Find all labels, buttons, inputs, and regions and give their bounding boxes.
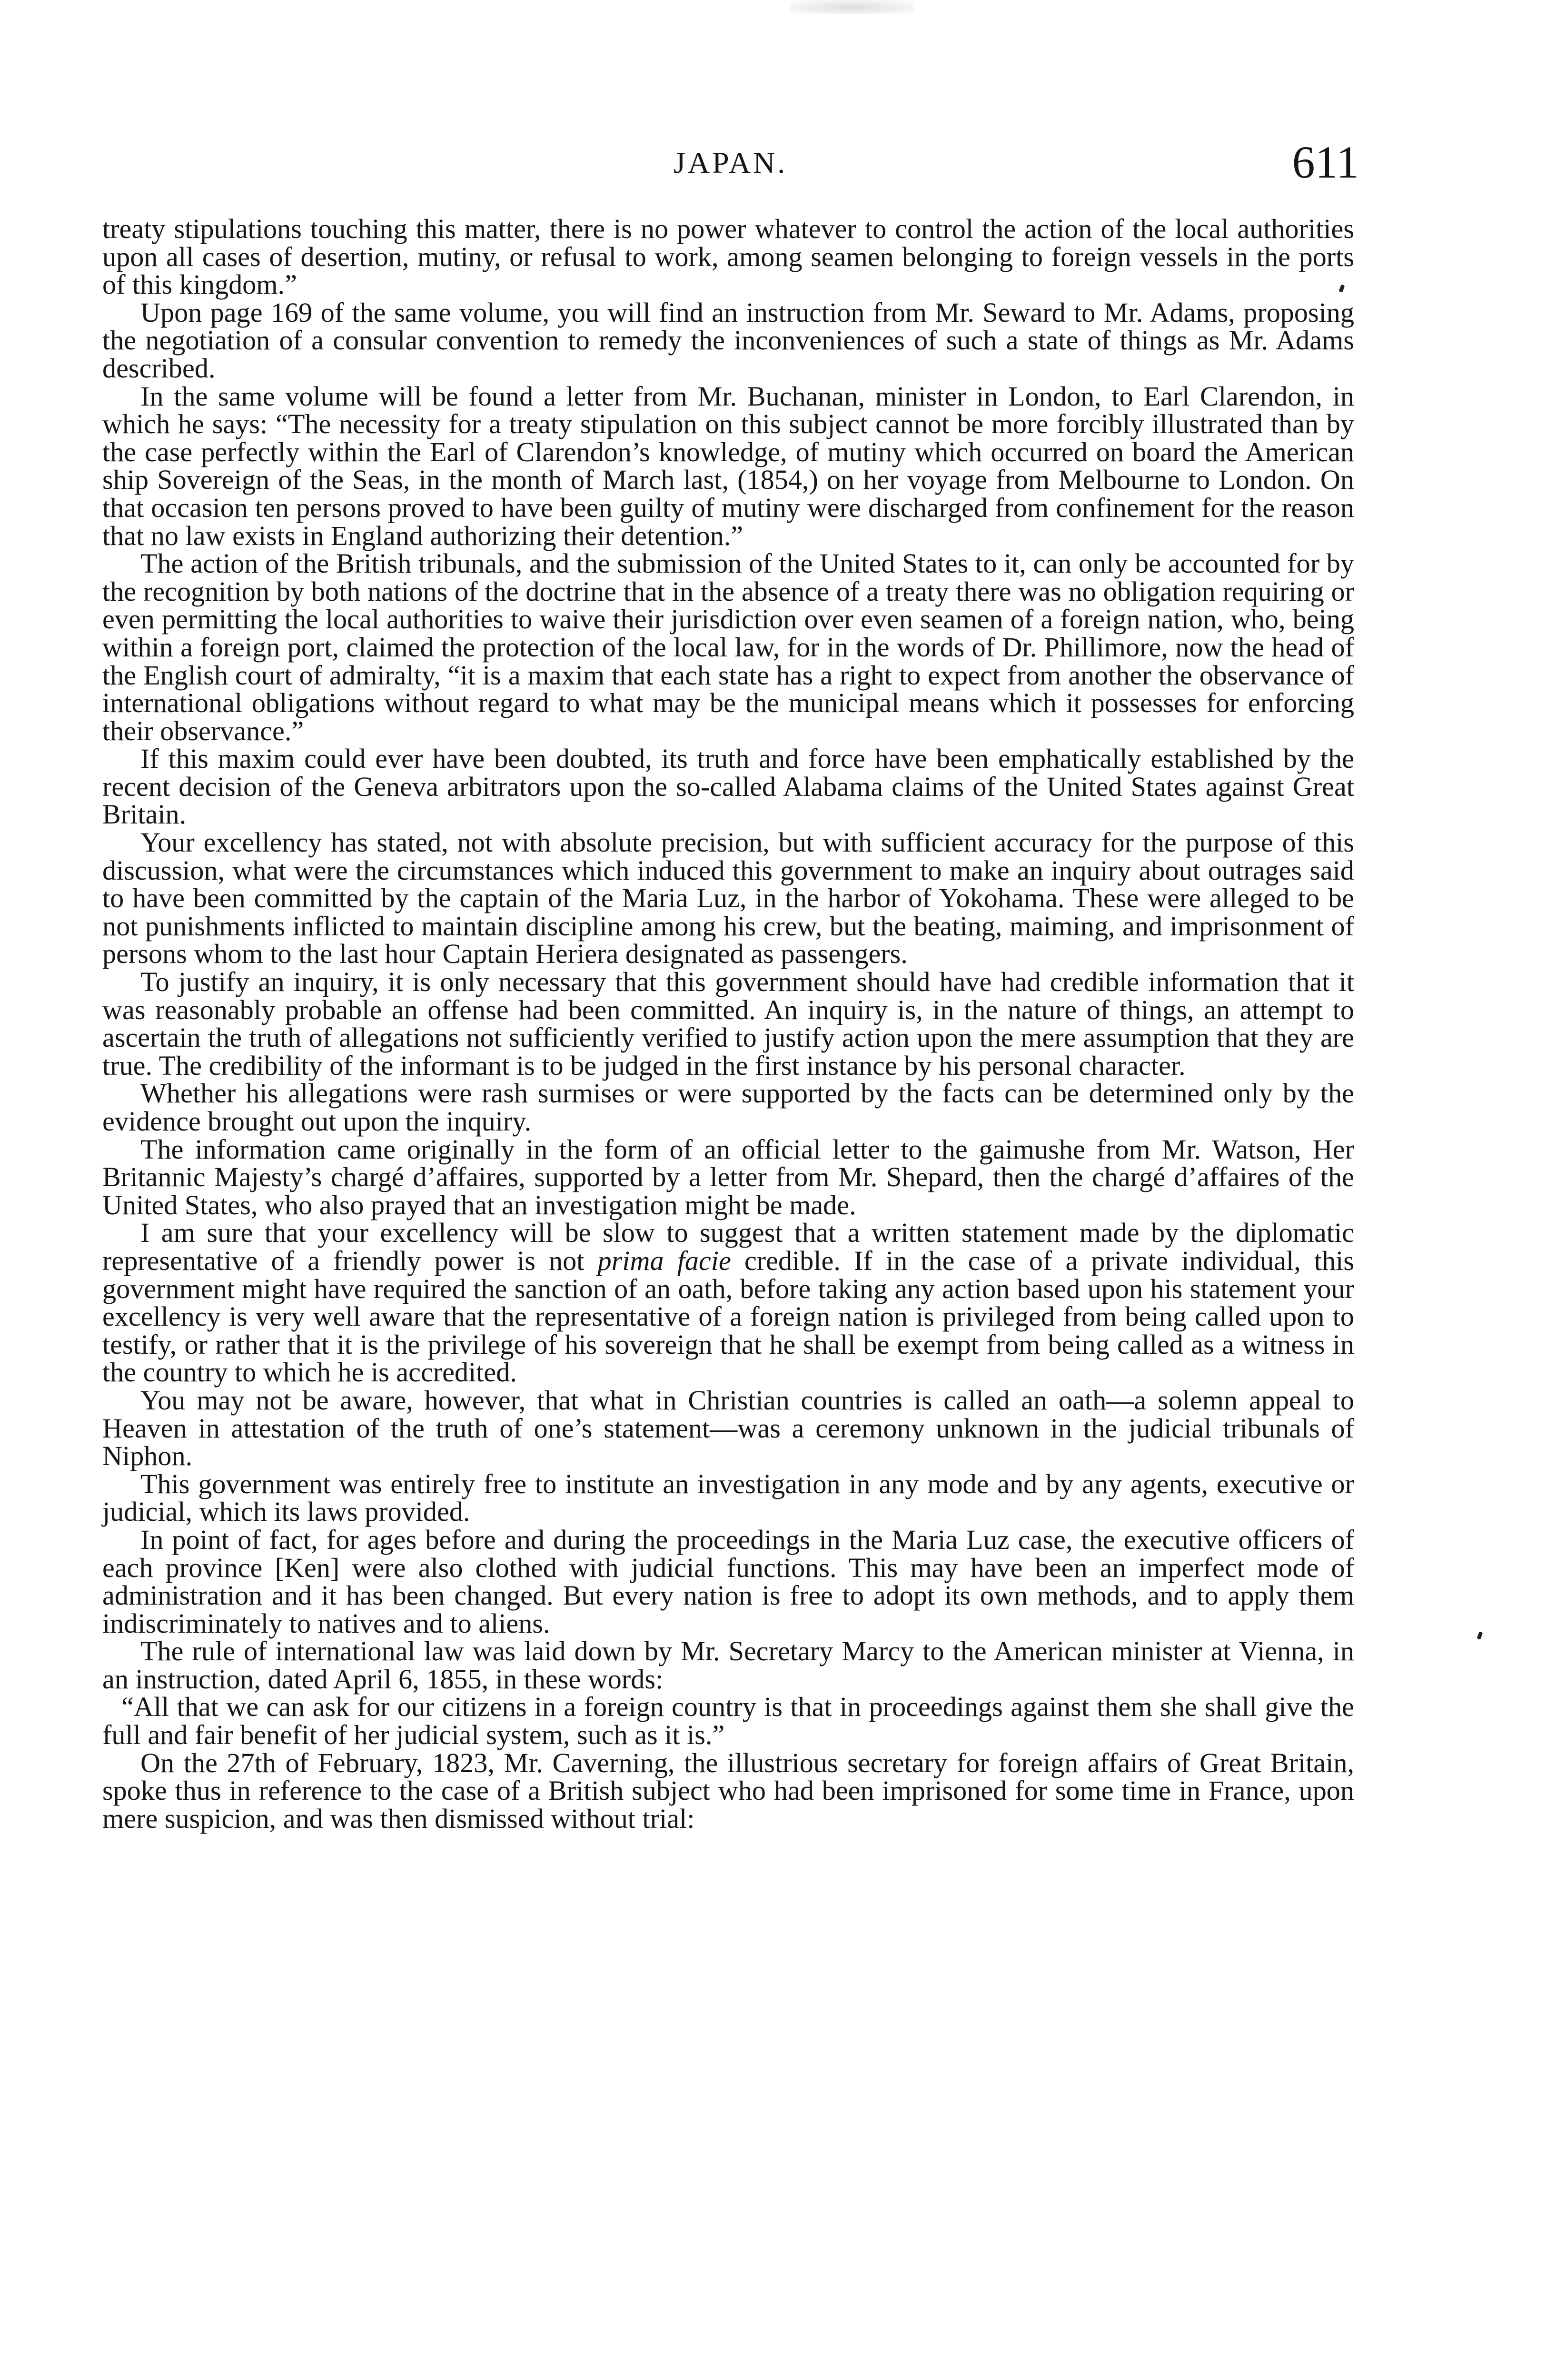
body-text [102, 215, 1354, 1833]
paragraph: In point of fact, for ages before and during the proceedings in the Maria Luz case, the executive officers of each province [Ken] were also clothed with judicial functions. This may have been an imperfect mode of administration and it has been changed. But every nation is free to adopt its own methods, and to apply them indiscriminately to natives and to aliens. [102, 1524, 1354, 1639]
paragraph: If this maxim could ever have been doubted, its truth and force have been emphatically established by the recent decision of the Geneva arbitrators upon the so-called Alabama claims of the United States against Great Britain. [102, 743, 1354, 830]
paragraph: On the 27th of February, 1823, Mr. Caverning, the illustrious secretary for foreign affairs of Great Britain, spoke thus in reference to the case of a British subject who had been imprisoned for some time in France, upon mere suspicion, and was then dismissed without trial: [102, 1747, 1354, 1834]
paragraph: In the same volume will be found a letter from Mr. Buchanan, minister in London, to Earl Clarendon, in which he says: “The necessity for a treaty stipulation on this subject cannot be more forcibly illustrated than by the case perfectly within the Earl of Clarendon’s knowledge, of mutiny which occurred on board the American ship Sovereign of the Seas, in the month of March last, (1854,) on her voyage from Melbourne to London. On that occasion ten persons proved to have been guilty of mutiny were discharged from confinement for the reason that no law exists in England authorizing their detention.” [102, 380, 1354, 551]
paragraph: The action of the British tribunals, and the submission of the United States to it, can only be accounted for by the recognition by both nations of the doctrine that in the absence of a treaty there was no obligation requiring or even permitting the local authorities to waive their jurisdiction over even seamen of a foreign nation, who, being within a foreign port, claimed the protection of the local law, for in the words of Dr. Phillimore, now the head of the English court of admiralty, “it is a maxim that each state has a right to expect from another the observance of international obligations without regard to what may be the municipal means which it possesses for enforcing their observance.” [102, 548, 1354, 746]
paragraph: To justify an inquiry, it is only necessary that this government should have had credible information that it was reasonably probable an offense had been committed. An inquiry is, in the nature of things, an attempt to ascertain the truth of allegations not sufficiently verified to justify action upon the mere assumption that they are true. The credibility of the informant is to be judged in the first instance by his personal character. [102, 966, 1354, 1081]
paragraph: Whether his allegations were rash surmises or were supported by the facts can be determined only by the evidence brought out upon the inquiry. [102, 1078, 1354, 1137]
paragraph: This government was entirely free to institute an investigation in any mode and by any agents, executive or judicial, which its laws provided. [102, 1468, 1354, 1527]
page-number: 611 [1292, 137, 1359, 188]
paragraph: treaty stipulations touching this matter, there is no power whatever to control the action of the local authorities upon all cases of desertion, mutiny, or refusal to work, among seamen belonging to foreign vessels in the ports of this kingdom.” [102, 213, 1354, 300]
italic-phrase: prima facie [597, 1245, 731, 1276]
paragraph: Your excellency has stated, not with absolute precision, but with sufficient accuracy for the purpose of this discussion, what were the circumstances which induced this government to make an inquiry about outrages said to have been committed by the captain of the Maria Luz, in the harbor of Yokohama. These were alleged to be not punishments inflicted to maintain discipline among his crew, but the beating, maiming, and imprisonment of persons whom to the last hour Captain Heriera designated as passengers. [102, 827, 1354, 970]
paragraph: The rule of international law was laid down by Mr. Secretary Marcy to the American minister at Vienna, in an instruction, dated April 6, 1855, in these words: [102, 1636, 1354, 1695]
paragraph [102, 1219, 1354, 1387]
paragraph-text: I am sure that your excellency will be slow to suggest that a written statement made by the diplomatic representative of a friendly power is not [102, 1217, 1354, 1276]
paragraph: Upon page 169 of the same volume, you will find an instruction from Mr. Seward to Mr. Adams, proposing the negotiation of a consular convention to remedy the inconveniences of such a state of things as Mr. Adams described. [102, 297, 1354, 384]
margin-mark [1477, 1631, 1483, 1640]
paragraph-text: credible. If in the case of a private individual, this government might have required the sanction of an oath, before taking any action based upon his statement your excellency is very well aware that the representative of a foreign nation is privileged from being called upon to testify, or rather that it is the privilege of his sovereign that he shall be exempt from being called as a witness in the country to which he is accredited. [102, 1245, 1354, 1388]
paragraph: You may not be aware, however, that what in Christian countries is called an oath—a solemn appeal to Heaven in attestation of the truth of one’s statement—was a ceremony unknown in the judicial tribunals of Niphon. [102, 1384, 1354, 1472]
paragraph: The information came originally in the form of an official letter to the gaimushe from Mr. Watson, Her Britannic Majesty’s chargé d’affaires, supported by a letter from Mr. Shepard, then the chargé d’affaires of the United States, who also prayed that an investigation might be made. [102, 1133, 1354, 1220]
page-header [102, 136, 1359, 193]
block-quote: “All that we can ask for our citizens in a foreign country is that in proceedings against them she shall give the full and fair benefit of her judicial system, such as it is.” [102, 1691, 1354, 1751]
running-head: JAPAN. [674, 146, 788, 179]
scan-smudge [790, 0, 914, 14]
